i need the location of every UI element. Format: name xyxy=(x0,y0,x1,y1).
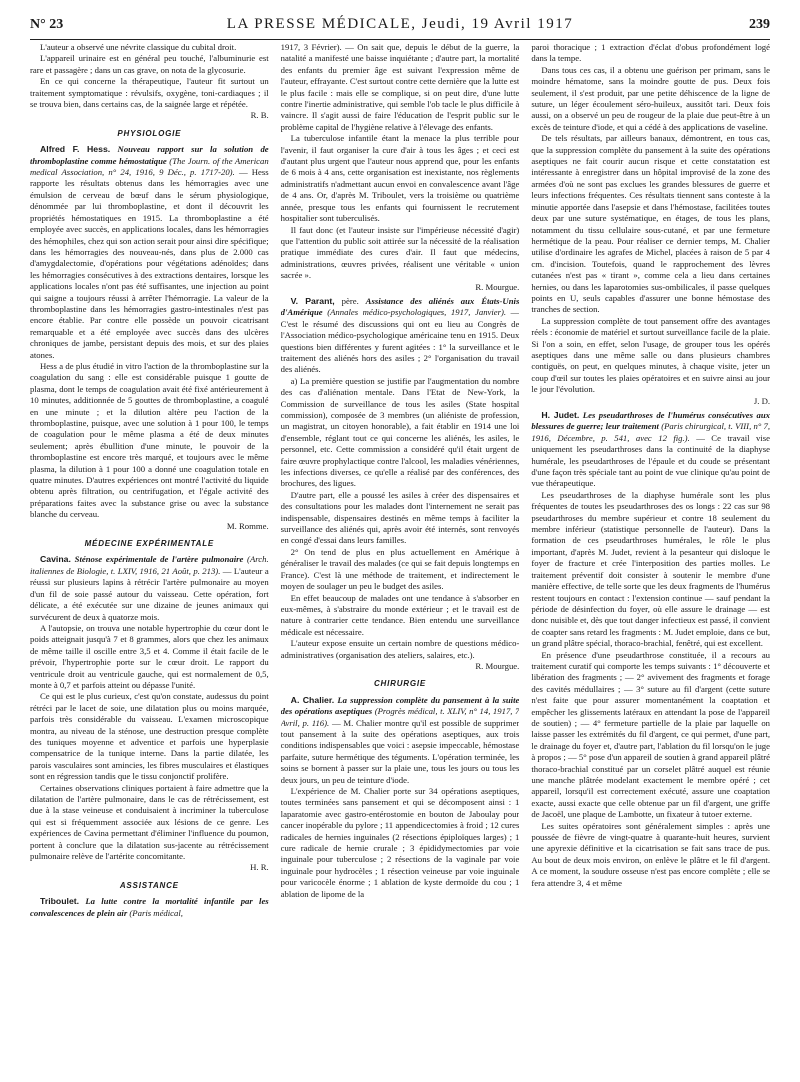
signature: H. R. xyxy=(250,862,269,873)
signature: R. B. xyxy=(250,110,269,121)
paragraph: De tels résultats, par ailleurs banaux, démontrent, en tous cas, que la suppression complète du pansement à la suite des opérations aseptiques ne fait courir aucun risque et cette constatation est intéressante à enregistrer dans un hôpital improvisé de la zone des armées d'où ne sont pas exclues les grandes blessures de guerre et leurs infections fréquentes. Ces résultats tiennent sans conteste à la minutie apportée dans l'asepsie et dans l'hémostase, facilitées toutes deux par une suture systématique, en étages, de tous les plans, notamment du tissu cellulaire sous-cutané, et par une fermeture hermétique de la peau. Pour réaliser ce dernier temps, M. Chalier utilise d'ordinaire les agrafes de Michel, placées à raison de 5 par 4 cm. d'incision. Toutefois, quand le rapprochement des lèvres cutanées n'est pas « tirant », comme cela a lieu dans certaines hernies, ou dans les laparotomies sus-ombilicales, il passe quelques points en U, seuls capables d'assurer une bonne hémostase des tranches de section. xyxy=(531,133,770,315)
article-text: — M. Chalier montre qu'il est possible de supprimer tout pansement à la suite des opérations aseptiques, aux trois conditions indispensables que voici : asepsie impeccable, hémostase parfaite, suture hermétique des téguments. L'opération terminée, les soins se bornent à passer sur la plaie une, tous les jours ou tous les deux jours, un peu de teinture d'iode. xyxy=(280,717,520,785)
section-heading-physiologie: PHYSIOLOGIE xyxy=(117,128,182,138)
signature: R. Mourgue. xyxy=(475,660,520,671)
article-author: A. Chalier. xyxy=(290,694,335,705)
article-triboulet xyxy=(30,896,269,919)
paragraph: 1917, 3 Février). — On sait que, depuis le début de la guerre, la natalité a manifesté une baisse inquiétante ; d'autre part, la mortalité des enfants du premier âge est suivant l'expression même de l'auteur, effrayante. C'est surtout contre cette dernière que la lutte est le plus facile : mais elle se complique, si on peut dire, d'une lutte contre l'inertie administrative, qui semble l'ob tacle le plus difficile à vaincre. Il s'agit aussi de faire l'éducation de l'esprit public sur le problème capital de l'hygiène relative à l'élevage des enfants. xyxy=(280,42,520,132)
article-title: Sténose expérimentale de l'artère pulmonaire xyxy=(74,554,244,565)
article-source: (Arch. italiennes de Biologie, t. LXIV, 1916, 21 Août, p. 213). xyxy=(30,554,269,576)
section-heading-assistance: ASSISTANCE xyxy=(119,880,179,890)
signature: J. D. xyxy=(753,395,770,406)
column-1 xyxy=(30,42,269,1072)
paragraph: L'auteur a observé une névrite classique du cubital droit. xyxy=(40,42,237,52)
article-author: Cavina. xyxy=(40,554,71,565)
article-cavina xyxy=(30,554,269,622)
paragraph: L'appareil urinaire est en général peu touché, l'albuminurie est rare et passagère ; dans un cas grave, on nota de la glycosurie. xyxy=(30,53,269,75)
article-author: H. Judet. xyxy=(541,410,580,420)
paragraph: D'autre part, elle a poussé les asiles à créer des dispensaires et des consultations pour les malades dont l'internement ne serait pas indispensable, dispensaires destinés en même temps à faciliter la surveillance des aliénés qui, après avoir été internés, sont renvoyés en congé d'essai dans leurs familles. xyxy=(280,489,520,546)
paragraph: La suppression complète de tout pansement offre des avantages réels : économie de matériel et surtout surveillance facile de la plaie. Si l'on a soin, en effet, selon l'usage, de grouper tous les opérés aseptiques dans une même salle ou dans plusieurs chambres contiguës, on peut, en quelques minutes, à chaque visite, jeter un coup d'œil sur toutes les plaies opératoires et en suivre ainsi au jour le jour l'évolution. xyxy=(531,315,770,395)
paragraph: La tuberculose infantile étant la menace la plus terrible pour l'avenir, il faut organiser la cure d'air à tous les âges ; et ceci est d'autant plus urgent que l'auteur nous apprend que, pour les enfants de 6 mois à 4 ans, cette organisation est inexistante, nos règlements administratifs n'admettant aucun envoi en convalescence avant l'âge de 4 ans. Or, d'après M. Triboulet, vers la troisième ou quatrième année, presque tous les enfants qui fournissent le recrutement hospitalier sont tuberculisés. xyxy=(280,133,520,224)
article-title: La lutte contre la mortalité infantile par les convalescences de plein air xyxy=(30,896,269,918)
paragraph: L'expérience de M. Chalier porte sur 34 opérations aseptiques, toutes terminées sans pansement et qui se décomposent ainsi : 1 laparatomie avec gastro-entérostomie en bouton de Jaboulay pour cancer inopérable du pylore ; 11 appendicectomies à froid ; 12 cures radicales de hernies inguinales (2 résections épiploïques larges) ; 1 cure radicale de hernie crurale ; 3 épididymectomies par voie inguinale pour tuberculose ; 2 résections de la vaginale par voie inguinale pour hydrocèles ; 1 résection veineuse par voie inguinale pour varicocèle énorme ; 1 ablation de kyste dermoïde du cou ; 1 ablation de lipome de la xyxy=(280,786,520,899)
article-text: — L'auteur a réussi sur plusieurs lapins à rétrécir l'artère pulmonaire au moyen d'un fil de soie passé autour du vaisseau. Cette opération, fort délicate, a été exécutée sur une dizaine de jeunes animaux qui survécurent de deux à quatorze mois. xyxy=(30,565,269,622)
page-header xyxy=(30,16,770,40)
paragraph: Ce qui est le plus curieux, c'est qu'on constate, audessus du point rétréci par le lacet de soie, une dilatation plus ou moins marquée, parfois très considérable du vaisseau. L'examen microscopique montra, au niveau de la sténose, une destruction presque complète des tuniques moyenne et adventice et parfois une hyperplasie compensatrice de la tunique interne. Dans la partie dilatée, les parois vasculaires sont amincies, les fibres musculaires et élastiques sont en régression tandis que le tissu conjonctif prolifère. xyxy=(30,691,269,782)
signature: R. Mourgue. xyxy=(475,281,520,292)
paragraph: Dans tous ces cas, il a obtenu une guérison per primam, sans le moindre hématome, sans la moindre goutte de pus. Deux fois seulement, il s'est produit, par une petite déhiscence de la ligne de suture, un léger écoulement séro-huileux, aussitôt tari. Deux fois aussi, on a observé un peu de rougeur de la plaie due peut-être à un excès de teinture d'iode, et qui a cédé à des applications de vaseline. xyxy=(531,64,770,132)
article-title: Nouveau rapport sur la solution de thromboplastine comme hémostatique xyxy=(30,144,269,166)
article-judet xyxy=(531,410,770,490)
article-hess xyxy=(30,144,269,361)
paragraph: En présence d'une pseudarthrose constituée, il a recours au traitement curatif qui comporte les temps suivants : 1° découverte et libération des fragments ; — 2° avivement des fragments et forage des cavités médullaires ; — 3° suture au fil d'argent (cette suture n'est faite que pour assurer momentanément la coaptation et empêcher les glissements latéraux en attendant la pose de l'appareil de soutien) ; — 4° fermeture partielle de la plaie par laquelle on laisse passer les extrémités du fil d'argent, ce qui permet, d'une part, le drainage du foyer et, d'autre part, l'ablation du fil lorsqu'on le juge à propos ; — 5° pose d'un appareil de soutien à grand appareil plâtré thoraco-brachial constitué par un corselet plâtré auquel est réunie une manche plâtrée modelant exactement le membre opéré ; cet appareil, lorsqu'il est correctement exécuté, assure une coaptation exacte, aussi exacte que celle obtenue par un fil d'argent, une griffe de Jacoël, une plaque de Lambotte, un fixateur à tutoer externe. xyxy=(531,649,770,820)
article-title: La suppression complète du pansement à la suite des opérations aseptiques xyxy=(280,694,520,717)
article-parant xyxy=(281,296,520,376)
article-source: (Paris médical, xyxy=(129,907,183,918)
column-3 xyxy=(531,42,770,1072)
article-title: Les pseudarthroses de l'humérus consécutives aux blessures de guerre; leur traitement xyxy=(531,410,770,432)
paragraph: Les suites opératoires sont généralement simples : après une poussée de fièvre de vingt-quatre à quarante-huit heures, survient une apyrexie définitive et la cicatrisation se fait sans trace de pus. Au bout de deux mois environ, on enlève le plâtre et le fil d'argent. A ce moment, la soudure osseuse n'est pas encore complète ; elle se fera attendre 3, 4 et même xyxy=(531,820,770,888)
page-number: 239 xyxy=(749,17,770,32)
paragraph: paroi thoracique ; 1 extraction d'éclat d'obus profondément logé dans la tempe. xyxy=(531,42,770,64)
article-chalier xyxy=(281,695,520,786)
paragraph: 2° On tend de plus en plus actuellement en Amérique à généraliser le travail des malades (ce qui se fait depuis longtemps en France). C'est là une méthode de traitement, et indirectement le moyen de soulager un peu le budget des asiles. xyxy=(280,546,520,592)
columns xyxy=(30,42,770,1072)
paragraph: A l'autopsie, on trouva une notable hypertrophie du cœur dont le poids atteignait jusqu'à 7 et 8 grammes, alors que chez les animaux de même taille il oscille entre 3,5 et 4. Comme il était facile de le prévoir, l'hypertrophie porte sur le cœur droit. Le rapport du ventricule droit au ventricule gauche, qui est normalement de 0,5, monte à 0,7 et parfois atteint ou dépasse l'unité. xyxy=(30,622,269,690)
article-author-suffix: père. xyxy=(341,295,359,306)
section-heading-medecine-experimentale: MÉDECINE EXPÉRIMENTALE xyxy=(84,539,215,549)
section-heading-chirurgie: CHIRURGIE xyxy=(373,679,427,689)
paragraph: Il faut donc (et l'auteur insiste sur l'impérieuse nécessité d'agir) que l'attention du public soit attirée sur la nécessité de la réalisation pratique immédiate des cures d'air. Il faut que médecins, administrations, œuvres privées, réalisent une véritable « union sacrée ». xyxy=(280,224,520,281)
article-author: V. Parant, xyxy=(290,295,335,306)
paragraph: a) La première question se justifie par l'augmentation du nombre des cas d'aliénation mentale. Dans l'Etat de New-York, la Commission de surveillance de tous les asiles (State hospital commission), composée de 3 membres (un aliéniste de profession, un magistrat, un citoyen honorable), a fait établir en 1914 une loi d'ensemble, réglant tout ce qui concerne les aliénés, les asiles, le personnel, etc. Cette commission a considéré qu'il était urgent de faire œuvre prophylactique contre l'alcool, les maladies vénériennes, les infections diverses, ce qu'elle a réalisé par des conférences, des brochures, des ligues. xyxy=(280,375,520,489)
journal-title: LA PRESSE MÉDICALE, Jeudi, 19 Avril 1917 xyxy=(226,16,574,32)
column-2 xyxy=(281,42,520,1072)
article-author: Alfred F. Hess. xyxy=(40,144,111,155)
article-author: Triboulet. xyxy=(40,896,80,907)
article-text: — C'est le résumé des discussions qui ont eu lieu au Congrès de l'Association médico-psychologique américaine tenu en 1915. Deux questions bien différentes y furent agitées : 1° la surveillance et le traitement des aliénés hors des asiles ; 2° l'organisation du travail des aliénés. xyxy=(280,307,520,375)
paragraph: L'auteur expose ensuite un certain nombre de questions médico-administratives (organisation des ateliers, salaires, etc.). xyxy=(280,638,520,660)
signature: M. Romme. xyxy=(226,520,269,531)
paragraph: En effet beaucoup de malades ont une tendance à s'absorber en eux-mêmes, à s'abstraire du monde extérieur ; et le travail est de nature à contrarier cette tendance. Bien entendu une surveillance médicale est nécessaire. xyxy=(280,592,520,637)
article-text: — Ce travail vise uniquement les pseudarthroses dans la continuité de la diaphyse humérale, les pseudarthroses de l'épaule et du coude se présentant d'une façon très spéciale tant au point de vue clinique qu'au point de vue thérapeutique. xyxy=(531,432,770,489)
paragraph: Les pseudarthroses de la diaphyse humérale sont les plus fréquentes de toutes les pseudarthroses des os longs : 22 cas sur 98 pseudarthroses du membre supérieur et contre 18 seulement du membre inférieur (statistique personnelle de l'auteur). Dans la formation de ces pseudarthroses humérales, le rôle le plus important, d'après M. Judet, revient à la pesanteur qui disloque le foyer de fracture et crée l'interposition des parties molles. Le traitement préventif doit consister à soutenir le membre d'une manière effective, de telle sorte que les deux fragments de l'humérus restent toujours en contact : l'extension continue — sauf pendant la période de désinfection du foyer, où elle assure le drainage — est donc nuisible et, dès que tout danger infectieux est passé, il convient de coapter sans retard les fragments : M. Judet emploie, dans ce but, un grand plâtre spécial, thoraco-brachial, fenêtré, qui est excellent. xyxy=(531,489,770,649)
issue-number: N° 23 xyxy=(30,17,64,32)
paragraph: En ce qui concerne la thérapeutique, l'auteur fit surtout un traitement symptomatique : révulsifs, oxygène, toni-cardiaques ; il se trouva bien, dans certains cas, de la saignée large et répétée. xyxy=(30,76,269,110)
article-source: (Paris chirurgical, t. VIII, n° 7, 1916, Décembre, p. 541, avec 12 fig.). xyxy=(531,421,770,443)
article-source: (The Journ. of the American medical Association, n° 24, 1916, 9 Déc., p. 1717-20). xyxy=(30,155,269,178)
paragraph: Hess a de plus étudié in vitro l'action de la thromboplastine sur la coagulation du sang : elle est considérable puisque 1 goutte de plasma, dont le temps de coagulation avait été fixé antérieurement à 10 minutes, additionnée de 5 gouttes de thromboplastine, a coagulé en une minute ; et la dilution altère peu l'action de la thromboplastine, puisque, avec une solution à 1 pour 100, le temps de coagulation pour le même plasma a été de deux minutes seulement; après ébullition d'une minute, le pouvoir de la thromboplastine est encore très marqué, et toujours avec le même plasma, la dilution à 1 pour 100 a donné une coagulation totale en quatre minutes. D'autres expériences ont montré l'activité du liquide obtenu après filtration, ou centrifugation, et l'égale activité des préparations faites avec la substance grise ou avec la substance blanche du cerveau. xyxy=(30,360,269,520)
paragraph: Certaines observations cliniques portaient à faire admettre que la dilatation de l'artère pulmonaire, dans le cas de rétrécissement, est due à la stase veineuse et conduisaient à incriminer la tuberculose qui est si fréquemment associée aux lésions de ce genre. Les expériences de Cavina permettant d'éliminer l'influence du poumon, portent à conclure que la dilatation sus-jacente au rétrécissement pulmonaire relève de l'artérite concomitante. xyxy=(30,782,269,862)
article-source: (Annales médico-psychologiques, 1917, Janvier). xyxy=(327,307,507,318)
article-source: (Progrès médical, t. XLIV, n° 14, 1917, 7 Avril, p. 116). xyxy=(280,706,520,728)
article-text: — Hess rapporte les résultats obtenus dans les hémorragies avec une émulsion de cerveau de bœuf dans le sérum physiologique, dénommée par lui thromboplastine, et dont il découvrit les propriétés hémostatiques en 1915. La thromboplastine a été employée avec succès, en applications locales, dans les hémorragies des hémophiles, chez qui son action serait pour ainsi dire spécifique; dans les hémorragies des nouveau-nés, dans plus de 2.000 cas d'amygdalectomie, d'opérations pour végétations adénoïdes; dans les hémorragies consécutives à des extractions dentaires, lorsque les applications locales n'ont pas été suffisantes, une injection au point qui saigne a toujours réussi à arrêter l'hémorragie. La valeur de la thromboplastine dans les hémorragies gastro-intestinales n'est pas encore établie. Par contre elle possède un pouvoir cicatrisant remarquable et a été employée avec succès dans des ulcères chroniques de jambe, persistant depuis des mois, et sur des plaies atones. xyxy=(30,167,269,360)
article-title: Assistance des aliénés aux États-Unis d'Amérique xyxy=(280,295,520,318)
